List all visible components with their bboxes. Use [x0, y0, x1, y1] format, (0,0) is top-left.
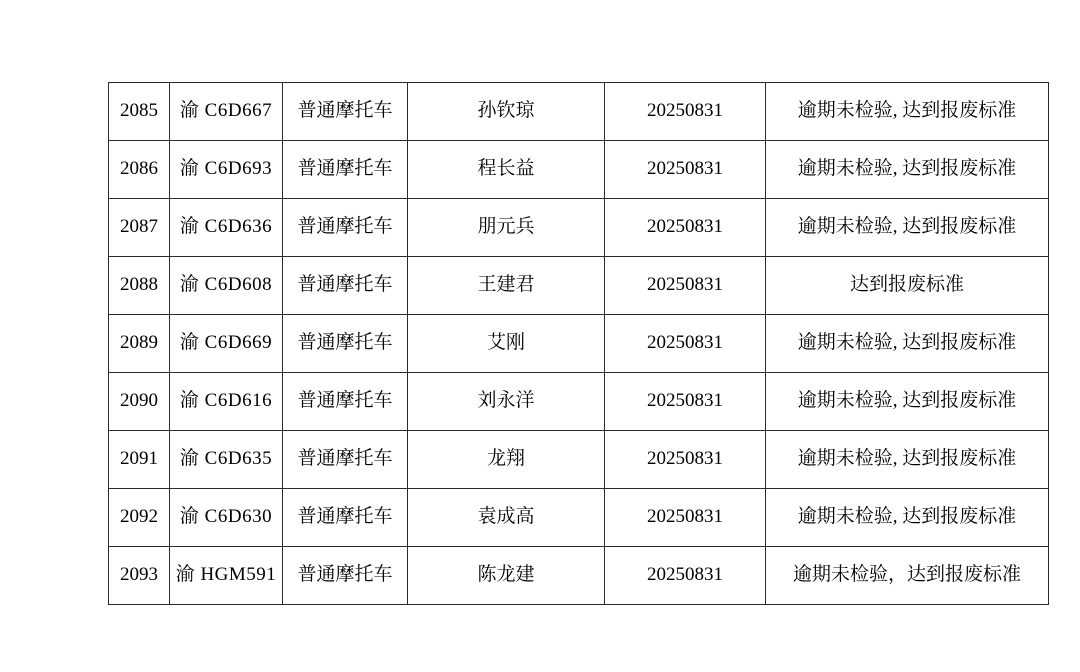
- row-reason: 逾期未检验, 达到报废标准: [766, 141, 1049, 199]
- row-index: 2090: [109, 373, 170, 431]
- row-owner: 孙钦琼: [408, 83, 605, 141]
- row-index: 2091: [109, 431, 170, 489]
- row-type: 普通摩托车: [283, 199, 408, 257]
- row-reason: 达到报废标准: [766, 257, 1049, 315]
- row-reason: 逾期未检验, 达到报废标准: [766, 199, 1049, 257]
- row-date: 20250831: [605, 141, 766, 199]
- row-plate: 渝 C6D667: [170, 83, 283, 141]
- table-body: [109, 83, 1049, 605]
- row-date: 20250831: [605, 489, 766, 547]
- vehicle-scrap-table-container: [108, 82, 1021, 605]
- row-date: 20250831: [605, 373, 766, 431]
- table-row: [109, 141, 1049, 199]
- vehicle-scrap-table: [108, 82, 1049, 605]
- row-type: 普通摩托车: [283, 547, 408, 605]
- row-plate: 渝 C6D608: [170, 257, 283, 315]
- row-owner: 程长益: [408, 141, 605, 199]
- table-row: [109, 373, 1049, 431]
- row-plate: 渝 C6D669: [170, 315, 283, 373]
- row-type: 普通摩托车: [283, 141, 408, 199]
- row-date: 20250831: [605, 83, 766, 141]
- row-type: 普通摩托车: [283, 257, 408, 315]
- row-index: 2089: [109, 315, 170, 373]
- row-owner: 朋元兵: [408, 199, 605, 257]
- row-reason: 逾期未检验, 达到报废标准: [766, 83, 1049, 141]
- row-owner: 龙翔: [408, 431, 605, 489]
- row-date: 20250831: [605, 431, 766, 489]
- row-plate: 渝 C6D636: [170, 199, 283, 257]
- row-type: 普通摩托车: [283, 431, 408, 489]
- row-owner: 陈龙建: [408, 547, 605, 605]
- row-date: 20250831: [605, 257, 766, 315]
- row-plate: 渝 C6D616: [170, 373, 283, 431]
- table-row: [109, 315, 1049, 373]
- row-date: 20250831: [605, 547, 766, 605]
- row-reason: 逾期未检验, 达到报废标准: [766, 373, 1049, 431]
- row-date: 20250831: [605, 199, 766, 257]
- row-plate: 渝 C6D635: [170, 431, 283, 489]
- table-row: [109, 489, 1049, 547]
- row-type: 普通摩托车: [283, 373, 408, 431]
- row-reason: 逾期未检验, 达到报废标准: [766, 315, 1049, 373]
- row-reason: 逾期未检验, 达到报废标准: [766, 431, 1049, 489]
- row-owner: 刘永洋: [408, 373, 605, 431]
- row-index: 2088: [109, 257, 170, 315]
- row-type: 普通摩托车: [283, 489, 408, 547]
- row-index: 2092: [109, 489, 170, 547]
- row-owner: 袁成高: [408, 489, 605, 547]
- row-plate: 渝 HGM591: [170, 547, 283, 605]
- table-row: [109, 83, 1049, 141]
- row-plate: 渝 C6D630: [170, 489, 283, 547]
- table-row: [109, 547, 1049, 605]
- row-type: 普通摩托车: [283, 315, 408, 373]
- row-index: 2086: [109, 141, 170, 199]
- row-reason: 逾期未检验，达到报废标准: [766, 547, 1049, 605]
- row-owner: 艾刚: [408, 315, 605, 373]
- row-reason: 逾期未检验, 达到报废标准: [766, 489, 1049, 547]
- row-index: 2093: [109, 547, 170, 605]
- row-owner: 王建君: [408, 257, 605, 315]
- row-index: 2085: [109, 83, 170, 141]
- row-type: 普通摩托车: [283, 83, 408, 141]
- table-row: [109, 199, 1049, 257]
- table-row: [109, 431, 1049, 489]
- row-index: 2087: [109, 199, 170, 257]
- table-row: [109, 257, 1049, 315]
- row-plate: 渝 C6D693: [170, 141, 283, 199]
- row-date: 20250831: [605, 315, 766, 373]
